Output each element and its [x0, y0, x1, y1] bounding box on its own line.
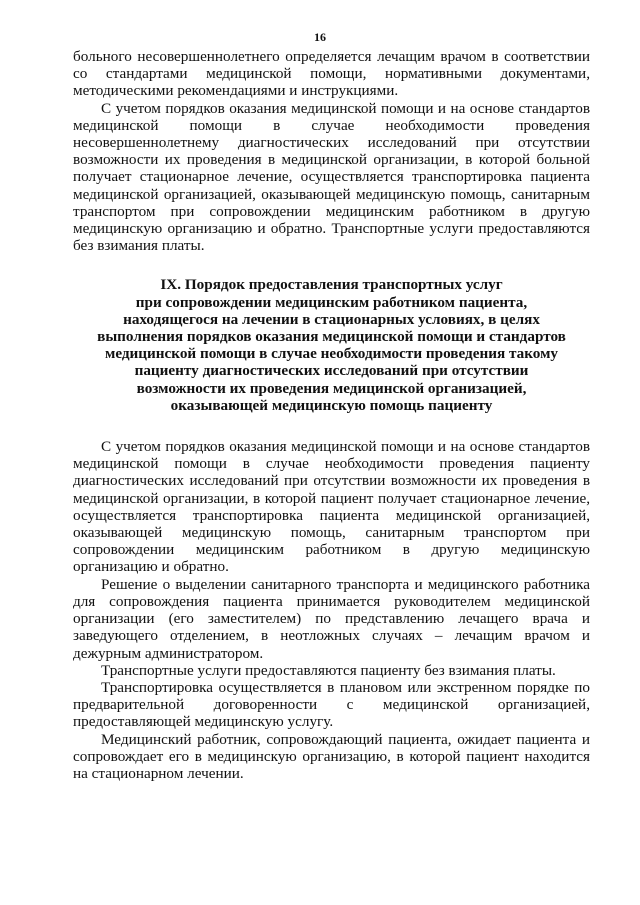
- section-heading: [73, 276, 590, 414]
- heading-line: выполнения порядков оказания медицинской помощи и стандартов: [97, 328, 566, 346]
- heading-line: пациенту диагностических исследований при отсутствии: [134, 362, 529, 380]
- paragraph: С учетом порядков оказания медицинской помощи и на основе стандартов медицинской помощи в случае необходимости проведения несовершеннолетнему диагностических исследований при отсутствии возможности их проведения в медицинской организации, в которой больной получает стационарное лечение, осуществляется транспортировка пациента медицинской организацией, оказывающей медицинскую помощь, санитарным транспортом при сопровождении медицинским работником в другую медицинскую организацию и обратно. Транспортные услуги предоставляются без взимания платы.: [73, 99, 590, 255]
- heading-line: находящегося на лечении в стационарных условиях, в целях: [123, 310, 540, 328]
- paragraph: С учетом порядков оказания медицинской помощи и на основе стандартов медицинской помощи в случае необходимости проведения пациенту диагностических исследований при отсутствии возможности их проведения в медицинской организации, в которой пациент получает стационарное лечение, осуществляется транспортировка пациента медицинской организацией, оказывающей медицинскую помощь, санитарным транспортом при сопровождении медицинским работником в другую медицинскую организацию и обратно.: [73, 438, 590, 576]
- paragraph: Медицинский работник, сопровождающий пациента, ожидает пациента и сопровождает его в медицинскую организацию, в которой пациент находится на стационарном лечении.: [73, 730, 590, 782]
- paragraph: Решение о выделении санитарного транспорта и медицинского работника для сопровождения пациента принимается руководителем медицинской организации (его заместителем) по представлению лечащего врача и заведующего отделением, в неотложных случаях – лечащим врачом и дежурным администратором.: [73, 575, 590, 662]
- heading-line: оказывающей медицинскую помощь пациенту: [170, 396, 493, 414]
- heading-line: возможности их проведения медицинской организацией,: [136, 379, 527, 397]
- page-number: 16: [314, 30, 326, 44]
- heading-line: при сопровождении медицинским работником пациента,: [135, 293, 528, 311]
- paragraph: Транспортные услуги предоставляются пациенту без взимания платы.: [101, 661, 556, 679]
- paragraph-continuation: больного несовершеннолетнего определяется лечащим врачом в соответствии со стандартами медицинской помощи, нормативными документами, методическими рекомендациями и инструкциями.: [73, 48, 590, 100]
- heading-line: IX. Порядок предоставления транспортных услуг: [160, 276, 503, 294]
- paragraph: Транспортировка осуществляется в плановом или экстренном порядке по предварительной договоренности с медицинской организацией, предоставляющей медицинскую услугу.: [73, 678, 590, 731]
- document-body: [73, 48, 590, 782]
- heading-line: медицинской помощи в случае необходимости проведения такому: [104, 345, 559, 363]
